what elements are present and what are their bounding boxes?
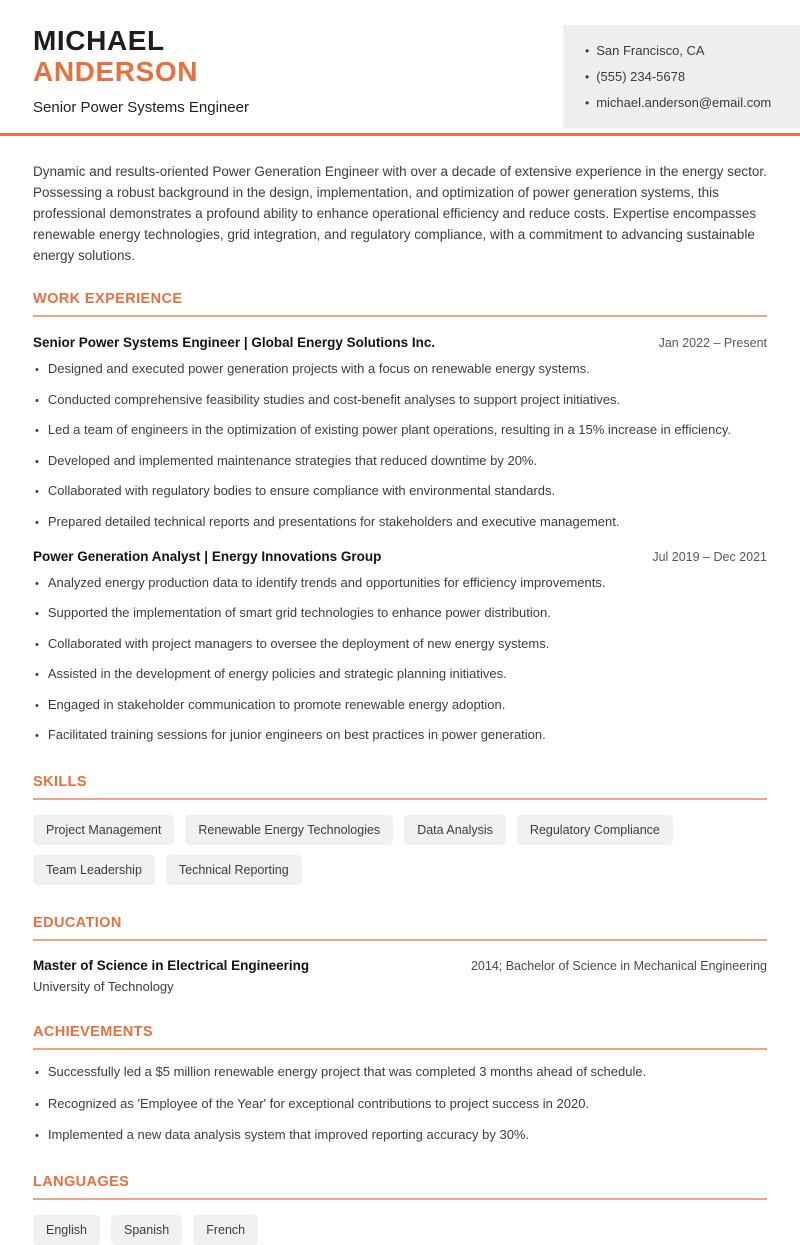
bullet-icon: • xyxy=(35,1098,39,1111)
summary-paragraph: Dynamic and results-oriented Power Generation Engineer with over a decade of extensive experience in the energy sector. Possessing a robust background in the design, implementation, and optimization of power generation systems, this professional demonstrates a profound ability to enhance operational efficiency and reduce costs. Expertise encompasses renewable energy technologies, grid integration, and regulatory compliance, with a commitment to advancing sustainable energy solutions. xyxy=(33,164,767,263)
skill-tag: Team Leadership xyxy=(33,855,155,885)
job-dates: Jan 2022 – Present xyxy=(658,336,767,350)
section-languages xyxy=(33,1174,767,1245)
education-school: University of Technology xyxy=(33,979,174,994)
bullet-icon: • xyxy=(35,516,39,529)
language-tag: French xyxy=(193,1215,258,1245)
bullet-icon: • xyxy=(35,1130,39,1142)
contact-email xyxy=(585,95,784,110)
list-item xyxy=(33,361,767,378)
bullet-text: Designed and executed power generation projects with a focus on renewable energy systems. xyxy=(47,361,590,376)
skill-tag: Renewable Energy Technologies xyxy=(185,815,393,845)
section-work-experience xyxy=(33,291,767,744)
section-education xyxy=(33,915,767,994)
skills-title: SKILLS xyxy=(33,774,767,800)
name-block xyxy=(33,26,249,116)
language-tag: English xyxy=(33,1215,100,1245)
job-bullet-list xyxy=(33,361,767,531)
job-header xyxy=(33,549,767,564)
bullet-text: Assisted in the development of energy policies and strategic planning initiatives. xyxy=(47,666,507,681)
job-title: Senior Power Systems Engineer | Global Energy Solutions Inc. xyxy=(33,335,436,350)
job-header xyxy=(33,335,767,350)
bullet-text: Implemented a new data analysis system that improved reporting accuracy by 30%. xyxy=(47,1127,530,1142)
list-item xyxy=(33,605,767,622)
bullet-text: Facilitated training sessions for junior engineers on best practices in power generation. xyxy=(47,727,546,742)
contact-email-text: michael.anderson@email.com xyxy=(596,95,772,110)
bullet-icon: • xyxy=(35,577,39,590)
bullet-text: Recognized as 'Employee of the Year' for exceptional contributions to project success in 2020. xyxy=(47,1095,590,1111)
job-bullet-list xyxy=(33,575,767,745)
bullet-icon: • xyxy=(585,96,590,110)
bullet-icon: • xyxy=(585,44,590,58)
bullet-text: Developed and implemented maintenance strategies that reduced downtime by 20%. xyxy=(47,452,538,468)
bullet-icon: • xyxy=(35,394,39,407)
list-item xyxy=(33,1096,767,1113)
bullet-text: Supported the implementation of smart grid technologies to enhance power distribution. xyxy=(47,605,551,620)
bullet-icon: • xyxy=(35,425,39,437)
education-secondary-degree: 2014; Bachelor of Science in Mechanical Engineering xyxy=(470,959,767,973)
education-title: EDUCATION xyxy=(33,915,767,941)
job-entry xyxy=(33,549,767,745)
bullet-icon: • xyxy=(585,70,590,84)
list-item xyxy=(33,453,767,470)
first-name: MICHAEL xyxy=(33,25,165,56)
bullet-icon: • xyxy=(35,638,39,651)
list-item xyxy=(33,422,767,439)
resume-content xyxy=(0,161,800,1245)
bullet-text: Prepared detailed technical reports and presentations for stakeholders and executive management. xyxy=(47,513,620,529)
bullet-text: Engaged in stakeholder communication to promote renewable energy adoption. xyxy=(47,696,506,712)
work-experience-title: WORK EXPERIENCE xyxy=(33,291,767,317)
list-item xyxy=(33,697,767,714)
languages-tag-list xyxy=(33,1215,767,1245)
bullet-icon: • xyxy=(35,699,39,712)
bullet-text: Collaborated with project managers to oversee the deployment of new energy systems. xyxy=(47,635,550,651)
bullet-icon: • xyxy=(35,730,39,742)
resume-header xyxy=(0,0,800,134)
list-item xyxy=(33,1064,767,1081)
contact-box xyxy=(563,25,800,128)
languages-title: LANGUAGES xyxy=(33,1174,767,1200)
bullet-text: Collaborated with regulatory bodies to ensure compliance with environmental standards. xyxy=(47,483,556,498)
skill-tag: Technical Reporting xyxy=(166,855,302,885)
contact-phone xyxy=(585,69,784,84)
skill-tag: Data Analysis xyxy=(404,815,506,845)
contact-location xyxy=(585,43,784,58)
bullet-icon: • xyxy=(35,364,39,376)
bullet-text: Led a team of engineers in the optimization of existing power plant operations, resulting in a 15% increase in efficiency. xyxy=(47,422,732,437)
list-item xyxy=(33,575,767,592)
last-name: ANDERSON xyxy=(33,55,199,87)
job-dates: Jul 2019 – Dec 2021 xyxy=(652,549,767,564)
achievements-title: ACHIEVEMENTS xyxy=(33,1024,767,1050)
bullet-text: Successfully led a $5 million renewable energy project that was completed 3 months ahead of schedule. xyxy=(47,1064,647,1079)
bullet-icon: • xyxy=(35,486,39,498)
bullet-icon: • xyxy=(35,669,39,681)
header-job-title: Senior Power Systems Engineer xyxy=(33,98,249,116)
job-title: Power Generation Analyst | Energy Innovations Group xyxy=(33,548,382,564)
education-degree: Master of Science in Electrical Engineering xyxy=(33,958,310,973)
language-tag: Spanish xyxy=(111,1215,182,1245)
list-item xyxy=(33,636,767,653)
contact-phone-text: (555) 234-5678 xyxy=(596,69,686,84)
bullet-icon: • xyxy=(35,455,39,468)
bullet-icon: • xyxy=(35,1067,39,1079)
list-item xyxy=(33,666,767,683)
skill-tag: Project Management xyxy=(33,815,174,845)
list-item xyxy=(33,483,767,500)
list-item xyxy=(33,514,767,531)
list-item xyxy=(33,727,767,744)
education-row xyxy=(33,958,767,973)
list-item xyxy=(33,392,767,409)
skills-tag-list xyxy=(33,815,767,885)
skill-tag: Regulatory Compliance xyxy=(517,815,673,845)
bullet-text: Analyzed energy production data to identify trends and opportunities for efficiency improvements. xyxy=(47,574,606,590)
job-entry xyxy=(33,335,767,531)
bullet-icon: • xyxy=(35,608,39,620)
section-skills xyxy=(33,774,767,885)
section-achievements xyxy=(33,1024,767,1144)
contact-location-text: San Francisco, CA xyxy=(596,43,705,58)
header-divider xyxy=(0,133,800,136)
bullet-text: Conducted comprehensive feasibility studies and cost-benefit analyses to support project initiatives. xyxy=(47,391,621,407)
achievements-bullet-list xyxy=(33,1064,767,1144)
